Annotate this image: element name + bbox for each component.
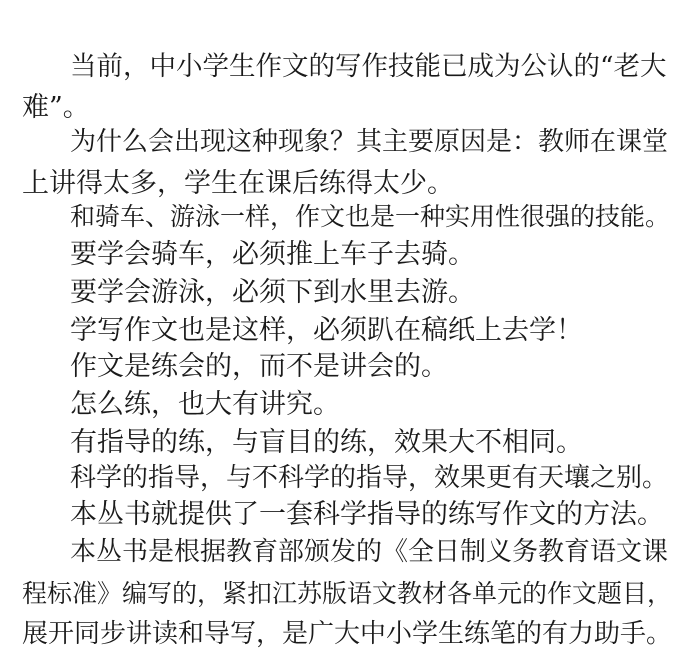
paragraph-6 bbox=[0, 310, 686, 351]
text-line: 上讲得太多，学生在课后练得太少。 bbox=[22, 168, 454, 199]
paragraph-4 bbox=[0, 234, 686, 275]
paragraph-1 bbox=[0, 46, 686, 128]
text-line: 有指导的练，与盲目的练，效果大不相同。 bbox=[70, 427, 583, 458]
text-line: 怎么练，也大有讲究。 bbox=[70, 389, 340, 420]
text-line: 展开同步讲读和导写，是广大中小学生练笔的有力助手。 bbox=[22, 619, 673, 649]
text-line: 要学会游泳，必须下到水里去游。 bbox=[70, 277, 475, 308]
paragraph-12 bbox=[0, 532, 686, 655]
paragraph-7 bbox=[0, 346, 686, 387]
text-line: 当前，中小学生作文的写作技能已成为公认的“老大 bbox=[70, 51, 667, 82]
text-line: 学写作文也是这样，必须趴在稿纸上去学！ bbox=[70, 315, 583, 346]
text-line: 作文是练会的，而不是讲会的。 bbox=[70, 351, 448, 382]
paragraph-9 bbox=[0, 422, 686, 463]
text-line: 为什么会出现这种现象？其主要原因是：教师在课堂 bbox=[70, 127, 669, 157]
text-line: 难”。 bbox=[22, 92, 90, 123]
paragraph-3 bbox=[0, 196, 686, 237]
paragraph-5 bbox=[0, 272, 686, 313]
text-line: 和骑车、游泳一样，作文也是一种实用性很强的技能。 bbox=[70, 202, 671, 231]
paragraph-8 bbox=[0, 384, 686, 425]
paragraph-2 bbox=[0, 122, 686, 204]
text-line: 要学会骑车，必须推上车子去骑。 bbox=[70, 239, 475, 270]
text-line: 本丛书是根据教育部颁发的《全日制义务教育语文课 bbox=[70, 537, 669, 567]
text-line: 科学的指导，与不科学的指导，效果更有天壤之别。 bbox=[70, 463, 669, 493]
text-line: 程标准》编写的，紧扣江苏版语文教材各单元的作文题目， bbox=[22, 579, 673, 608]
paragraph-10 bbox=[0, 458, 686, 499]
text-line: 本丛书就提供了一套科学指导的练写作文的方法。 bbox=[70, 499, 664, 530]
paragraph-11 bbox=[0, 494, 686, 535]
